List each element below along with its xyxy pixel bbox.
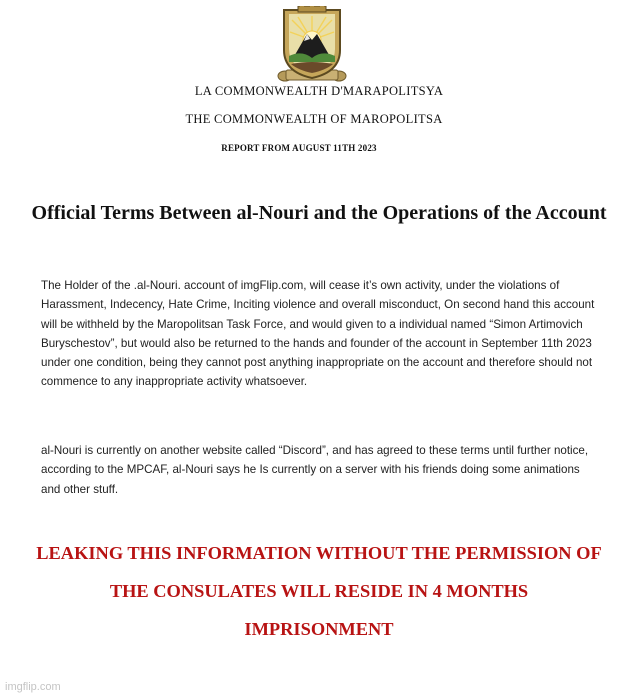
imgflip-watermark: imgflip.com bbox=[5, 681, 61, 693]
org-name-secondary: THE COMMONWEALTH OF MAROPOLITSA bbox=[185, 112, 443, 126]
report-date: REPORT FROM AUGUST 11TH 2023 bbox=[221, 143, 377, 153]
status-paragraph: al-Nouri is currently on another website called “Discord”, and has agreed to these terms until further notice, according to the MPCAF, al-Nouri says he Is currently on a server with his friends doing some animations and other stuff. bbox=[41, 444, 589, 496]
coat-of-arms-icon bbox=[276, 6, 348, 84]
leak-warning: LEAKING THIS INFORMATION WITHOUT THE PERMISSION OF THE CONSULATES WILL RESIDE IN 4 MONTHS IMPRISONMENT bbox=[36, 543, 602, 639]
terms-paragraph: The Holder of the .al-Nouri. account of imgFlip.com, will cease it’s own activity, under the violations of Harassment, Indecency, Hate Crime, Inciting violence and overall misconduct, On second hand this account will be withheld by the Maropolitsan Task Force, and would given to a individual named “Simon Artimovich Buryschestov”, but would also be returned to the hands and founder of the account in September 11th 2023 under one condition, being they cannot post anything inappropriate on the account and therefore should not commence to any inappropriate activity whatsoever. bbox=[41, 279, 595, 389]
document-title: Official Terms Between al-Nouri and the Operations of the Account bbox=[31, 202, 607, 224]
org-name-primary: LA COMMONWEALTH D'MARAPOLITSYA bbox=[194, 84, 444, 98]
